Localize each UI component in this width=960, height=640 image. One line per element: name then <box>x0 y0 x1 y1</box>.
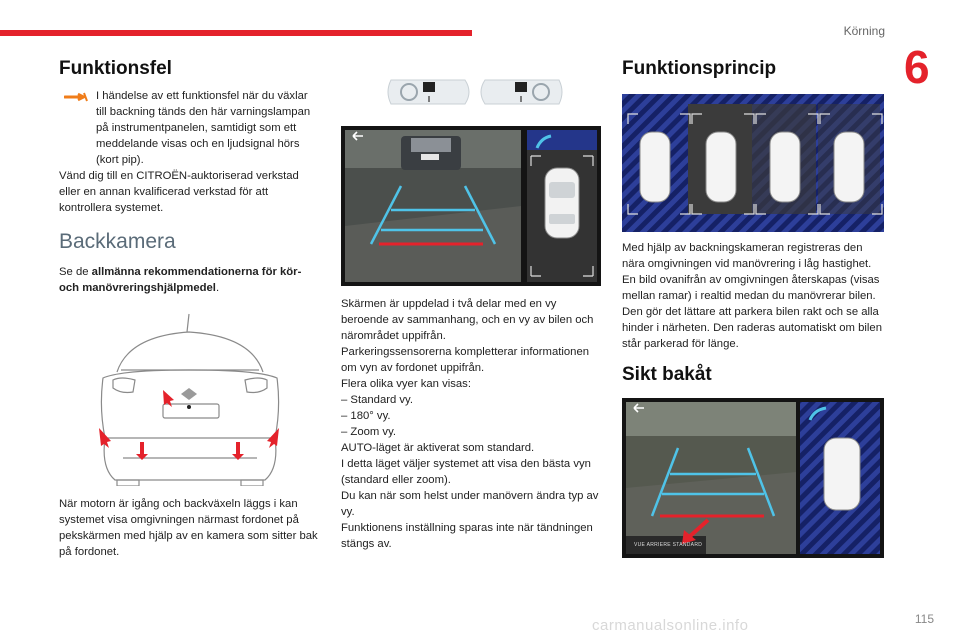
see-prefix: Se de <box>59 266 92 278</box>
screen-description <box>341 296 603 552</box>
see-recommendations <box>59 264 321 296</box>
column-right <box>622 58 884 558</box>
car-rear-drawing <box>59 308 321 486</box>
view-selection-icons <box>385 72 603 112</box>
see-suffix: . <box>215 282 220 294</box>
mid-line-2: Flera olika vyer kan visas: <box>341 378 471 390</box>
chapter-number: 6 <box>904 41 930 93</box>
fault-text-2: Vänd dig till en CITROËN-auktoriserad verkstad eller en annan kvalificerad verkstad för att kontrollera systemet. <box>59 170 299 214</box>
mid-line-1: Parkeringssensorerna kompletterar informationen om vyn av fordonet uppifrån. <box>341 346 590 374</box>
principle-line-2: Den gör det lättare att parkera bilen rakt och se alla hinder i närheten. Den raderas automatiskt om bilen står parkerad för länge. <box>622 306 882 350</box>
mid-line-7: I detta läget väljer systemet att visa den bästa vyn (standard eller zoom). <box>341 458 591 486</box>
mid-line-8: Du kan när som helst under manövern ändra typ av vy. <box>341 490 599 518</box>
mid-line-5: – Zoom vy. <box>341 426 397 438</box>
rear-view-screen-image <box>622 398 884 558</box>
top-view-sequence-drawing <box>622 94 884 232</box>
fault-block <box>59 88 321 168</box>
watermark: carmanualsonline.info <box>592 617 749 634</box>
rear-view-mode-label: VUE ARRIERE STANDARD <box>634 542 703 548</box>
fault-text-1: I händelse av ett funktionsfel när du växlar till backning tänds den här varningslampan på instrumentpanelen, samtidigt som ett meddelande visas och en ljudsignal hörs (kort pip). <box>96 90 311 166</box>
mid-line-3: – Standard vy. <box>341 394 414 406</box>
header-red-bar <box>0 30 472 36</box>
mid-line-0: Skärmen är uppdelad i två delar med en vy beroende av sammanhang, och en vy av bilen och närområdet uppifrån. <box>341 298 594 342</box>
mid-line-9: Funktionens inställning sparas inte när tändningen stängs av. <box>341 522 593 550</box>
principle-text <box>622 240 884 352</box>
top-view-sequence-image <box>622 94 884 232</box>
principle-line-1: En bild ovanifrån av omgivningen återskapas (visas mellan ramar) i realtid medan du manövrerar bilen. <box>622 274 880 302</box>
page-number: 115 <box>914 612 934 626</box>
camera-body-text: När motorn är igång och backväxeln läggs i kan systemet visa omgivningen närmast fordonet på pekskärmen med hjälp av en kamera som sitter bak på fordonet. <box>59 498 318 558</box>
column-left <box>59 58 321 560</box>
heading-principle: Funktionsprincip <box>622 58 777 79</box>
principle-line-0: Med hjälp av backningskameran registreras den nära omgivningen vid manövrering i låg hastighet. <box>622 242 872 270</box>
camera-screen-standard-view <box>341 126 601 286</box>
view-buttons-drawing <box>385 72 565 112</box>
column-middle <box>341 72 603 552</box>
car-rear-illustration <box>59 308 321 486</box>
camera-fault-warning-icon <box>64 92 88 102</box>
mid-line-6: AUTO-läget är aktiverat som standard. <box>341 442 535 454</box>
camera-screen-drawing <box>341 126 601 286</box>
heading-camera: Backkamera <box>59 230 176 253</box>
heading-fault: Funktionsfel <box>59 58 172 79</box>
section-title: Körning <box>843 24 885 38</box>
heading-rear-view: Sikt bakåt <box>622 364 712 385</box>
mid-line-4: – 180° vy. <box>341 410 391 422</box>
see-link-text: allmänna rekommendationerna för kör- och manövreringshjälpmedel <box>59 266 302 294</box>
rear-view-screen-drawing <box>622 398 884 558</box>
